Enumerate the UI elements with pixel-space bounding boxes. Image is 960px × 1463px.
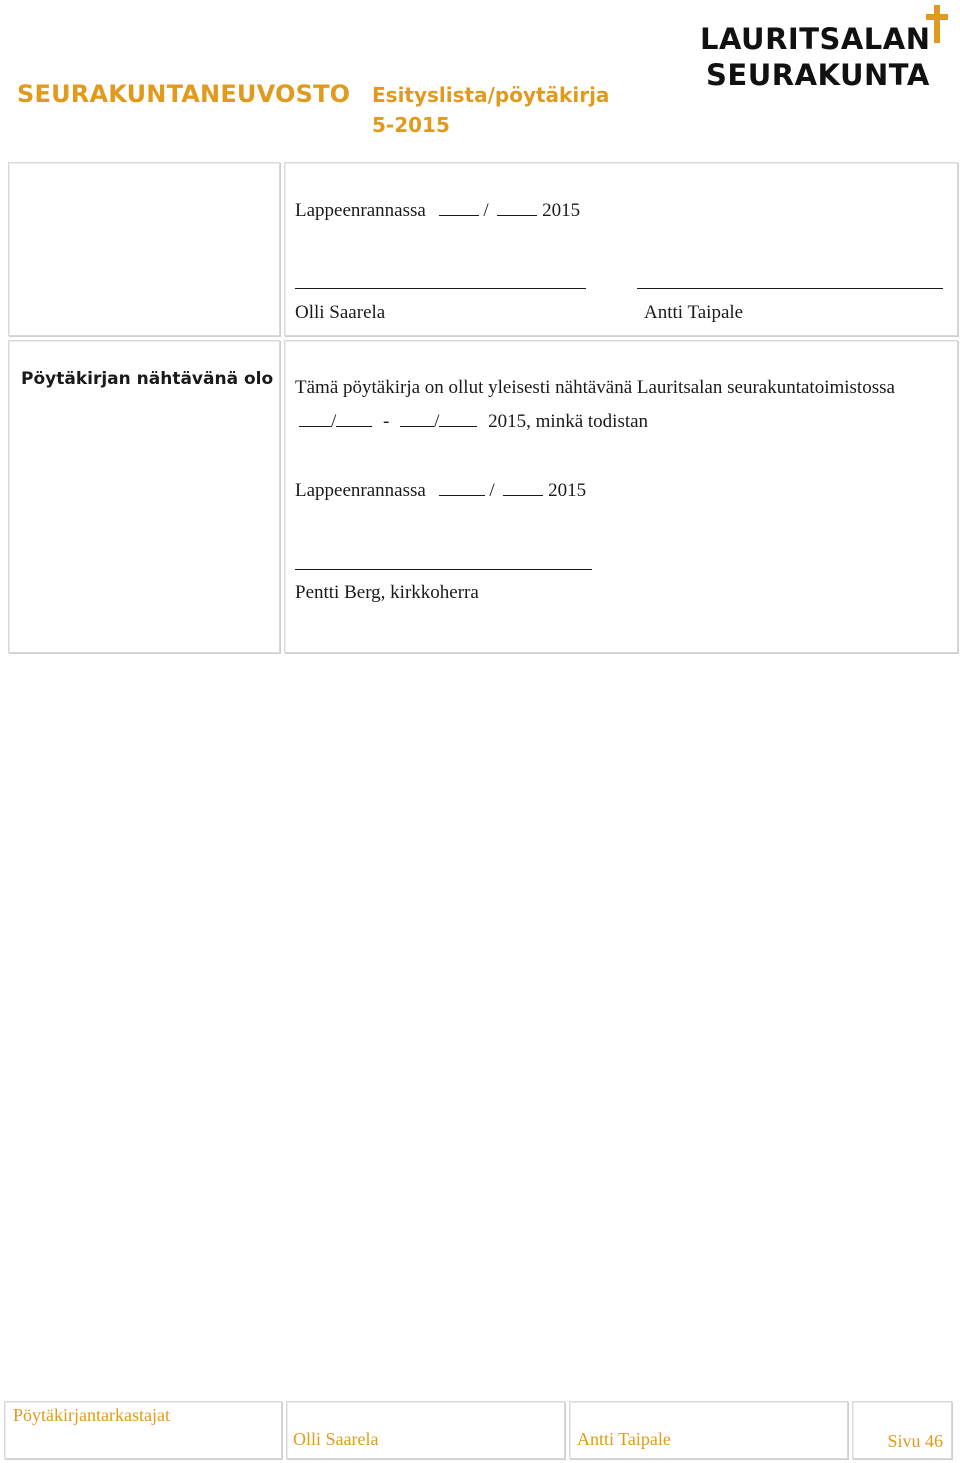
end-slash: /: [434, 411, 440, 432]
signer-right: Antti Taipale: [644, 302, 744, 323]
public-display-statement: Tämä pöytäkirja on ollut yleisesti nähtävänä Lauritsalan seurakuntatoimistossa: [295, 377, 895, 398]
end-month-blank: [439, 410, 477, 427]
public-display-cell: [284, 340, 958, 653]
document-number: 5-2015: [372, 113, 450, 137]
signature-line-right: [637, 288, 943, 289]
council-title: SEURAKUNTANEUVOSTO: [17, 80, 351, 108]
footer-checkers-label: Pöytäkirjantarkastajat: [13, 1405, 170, 1425]
logo-line-2: SEURAKUNTA: [706, 58, 930, 92]
period-dash: -: [383, 411, 390, 432]
signature-cell: [284, 162, 958, 336]
document-type-label: Esityslista/pöytäkirja: [372, 83, 610, 107]
vicar-signer: Pentti Berg, kirkkoherra: [295, 582, 479, 603]
footer-checker-2-cell: [569, 1401, 848, 1459]
footer-checker-2: Antti Taipale: [577, 1429, 671, 1449]
signature-label-cell: [8, 162, 280, 336]
public-display-label-cell: [8, 340, 280, 653]
vicar-signature-line: [295, 569, 592, 570]
signature-date-line: [295, 199, 580, 223]
footer-checker-1: Olli Saarela: [293, 1429, 379, 1449]
date-slash: /: [483, 200, 489, 221]
signature-line-left: [295, 288, 586, 289]
start-slash: /: [331, 411, 337, 432]
day-blank: [439, 199, 479, 216]
logo-line-1: LAURITSALAN: [700, 22, 931, 56]
signature-year: 2015: [542, 200, 581, 221]
display-month-blank: [503, 479, 543, 496]
public-display-label: Pöytäkirjan nähtävänä olo: [21, 369, 274, 389]
display-slash: /: [489, 480, 495, 501]
signature-place: Lappeenrannassa: [295, 200, 426, 221]
footer-label-cell: [4, 1401, 282, 1459]
document-type: [372, 80, 609, 140]
public-display-date-line: [295, 479, 586, 503]
cross-icon: [924, 4, 950, 44]
start-month-blank: [336, 410, 372, 427]
page-number: Sivu 46: [887, 1431, 943, 1451]
display-period-line: [299, 410, 648, 434]
footer-checker-1-cell: [286, 1401, 565, 1459]
month-blank: [497, 199, 537, 216]
period-suffix: 2015, minkä todistan: [488, 411, 649, 432]
public-display-place: Lappeenrannassa: [295, 480, 426, 501]
start-day-blank: [299, 410, 331, 427]
display-day-blank: [439, 479, 485, 496]
parish-logo: [700, 4, 950, 99]
signer-left: Olli Saarela: [295, 302, 386, 323]
public-display-year: 2015: [548, 480, 587, 501]
footer-page-cell: [852, 1401, 952, 1459]
end-day-blank: [400, 410, 434, 427]
